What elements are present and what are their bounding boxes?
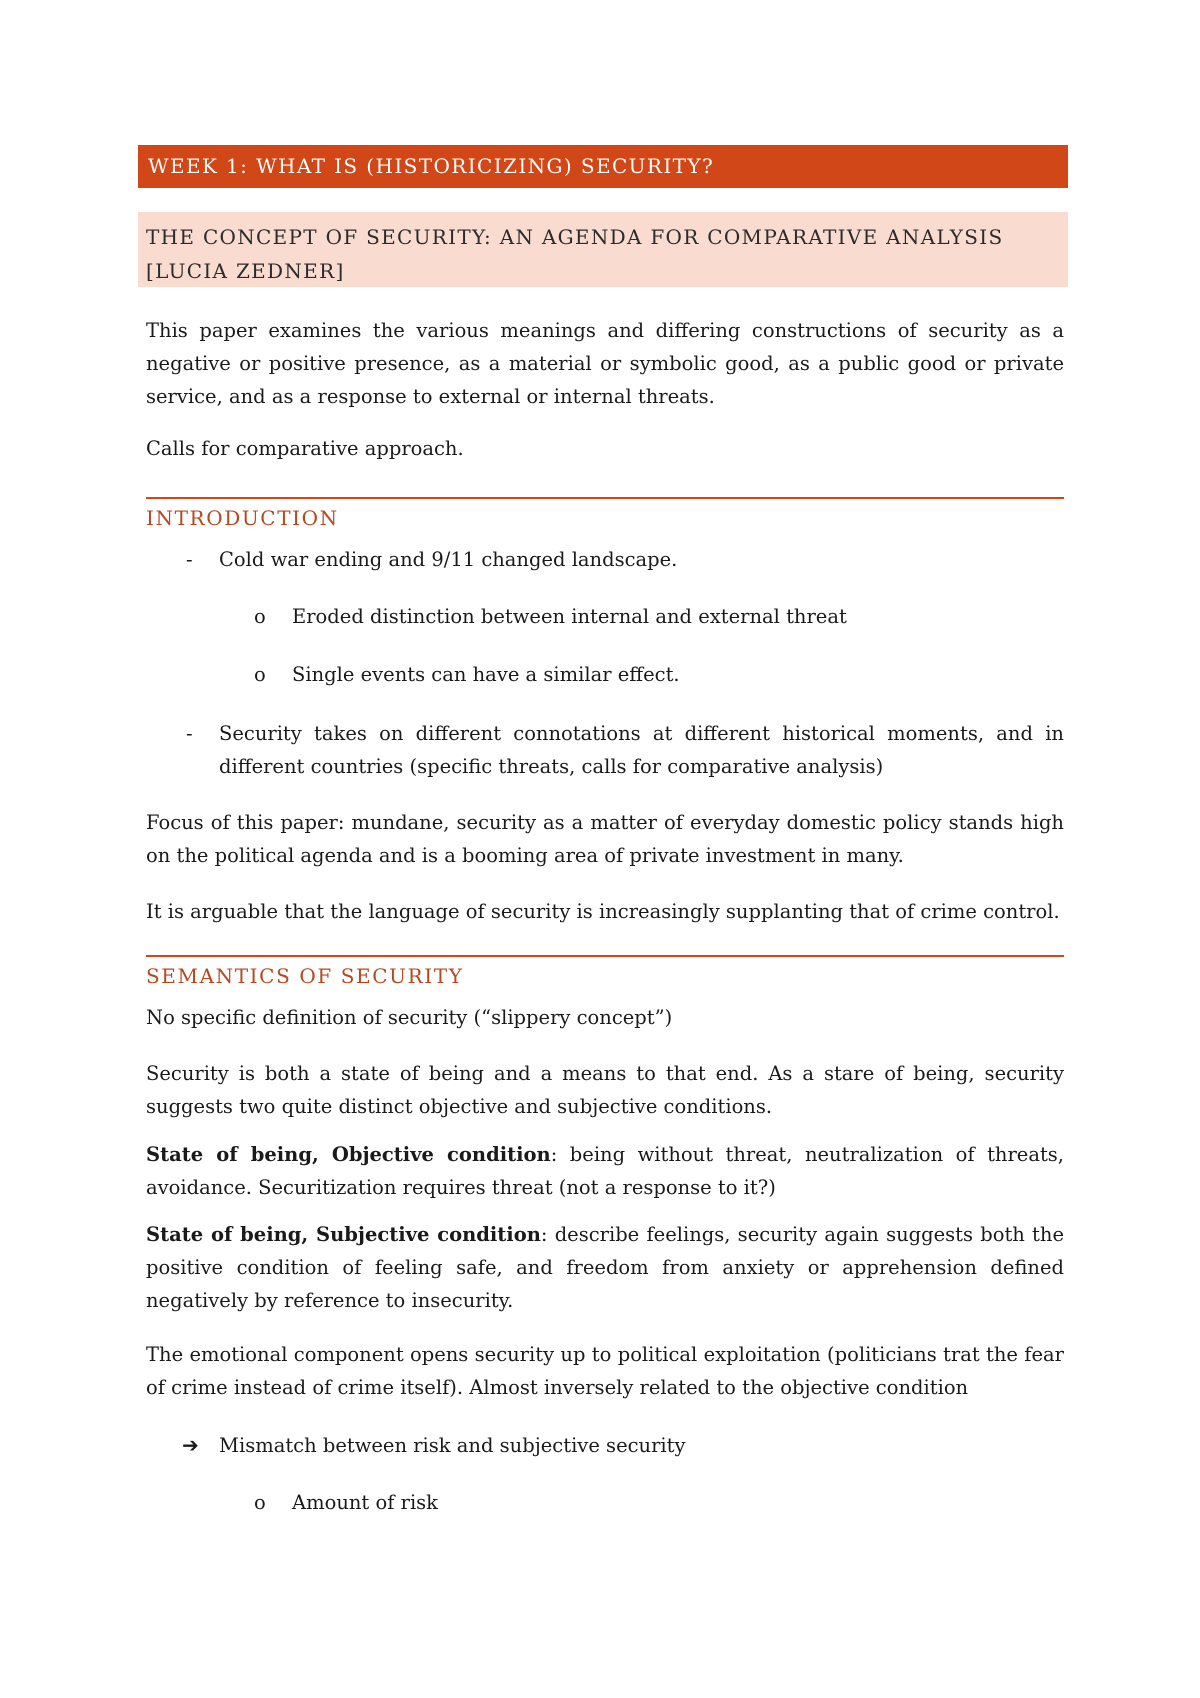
introduction-heading: INTRODUCTION [146,497,1064,530]
calls-paragraph: Calls for comparative approach. [146,437,464,460]
state-means-paragraph: Security is both a state of being and a means to that end. As a stare of being, security suggests two quite distinct objective and subjective conditions. [146,1062,1064,1118]
list-item-text: Security takes on different connotations at different historical moments, and in different countries (specific threats, calls for comparative analysis) [219,722,1064,778]
dash-marker: - [186,548,193,571]
objective-condition-text: : being without threat, neutralization of threats, avoidance. Securitization requires threat (not a response to it?) [146,1143,1064,1199]
list-item-text: Single events can have a similar effect. [292,663,680,686]
subjective-condition-label: State of being, Subjective condition [146,1223,541,1246]
emotional-paragraph: The emotional component opens security up to political exploitation (politicians trat the fear of crime instead of crime itself). Almost inversely related to the objective condition [146,1343,1064,1399]
definition-paragraph: No specific definition of security (“slippery concept”) [146,1006,673,1029]
circle-bullet-marker: o [254,1491,266,1514]
list-item-text: Eroded distinction between internal and external threat [292,605,847,628]
abstract-paragraph: This paper examines the various meanings and differing constructions of security as a negative or positive presence, as a material or symbolic good, as a public good or private service, and as a response to external or internal threats. [146,319,1064,408]
paper-title: THE CONCEPT OF SECURITY: AN AGENDA FOR COMPARATIVE ANALYSIS [146,225,1004,249]
list-item-text: Mismatch between risk and subjective security [219,1434,686,1457]
objective-condition-label: State of being, Objective condition [146,1143,551,1166]
list-item-text: Cold war ending and 9/11 changed landscape. [219,548,678,571]
week-title: WEEK 1: WHAT IS (HISTORICIZING) SECURITY? [148,154,715,178]
circle-bullet-marker: o [254,663,266,686]
semantics-heading: SEMANTICS OF SECURITY [146,955,1064,988]
subjective-condition-paragraph [146,1218,1064,1317]
circle-bullet-marker: o [254,605,266,628]
arrow-right-icon: ➔ [182,1433,199,1457]
paper-author: [LUCIA ZEDNER] [146,259,345,283]
objective-condition-paragraph [146,1138,1064,1204]
week-title-banner [138,145,1068,188]
dash-marker: - [186,722,193,745]
subjective-condition-text: : describe feelings, security again suggests both the positive condition of feeling safe, and freedom from anxiety or apprehension defined negatively by reference to insecurity. [146,1223,1064,1312]
arguable-paragraph: It is arguable that the language of security is increasingly supplanting that of crime control. [146,900,1060,923]
paper-title-banner [138,212,1068,287]
list-item-text: Amount of risk [292,1491,439,1514]
focus-paragraph: Focus of this paper: mundane, security as a matter of everyday domestic policy stands high on the political agenda and is a booming area of private investment in many. [146,811,1064,867]
